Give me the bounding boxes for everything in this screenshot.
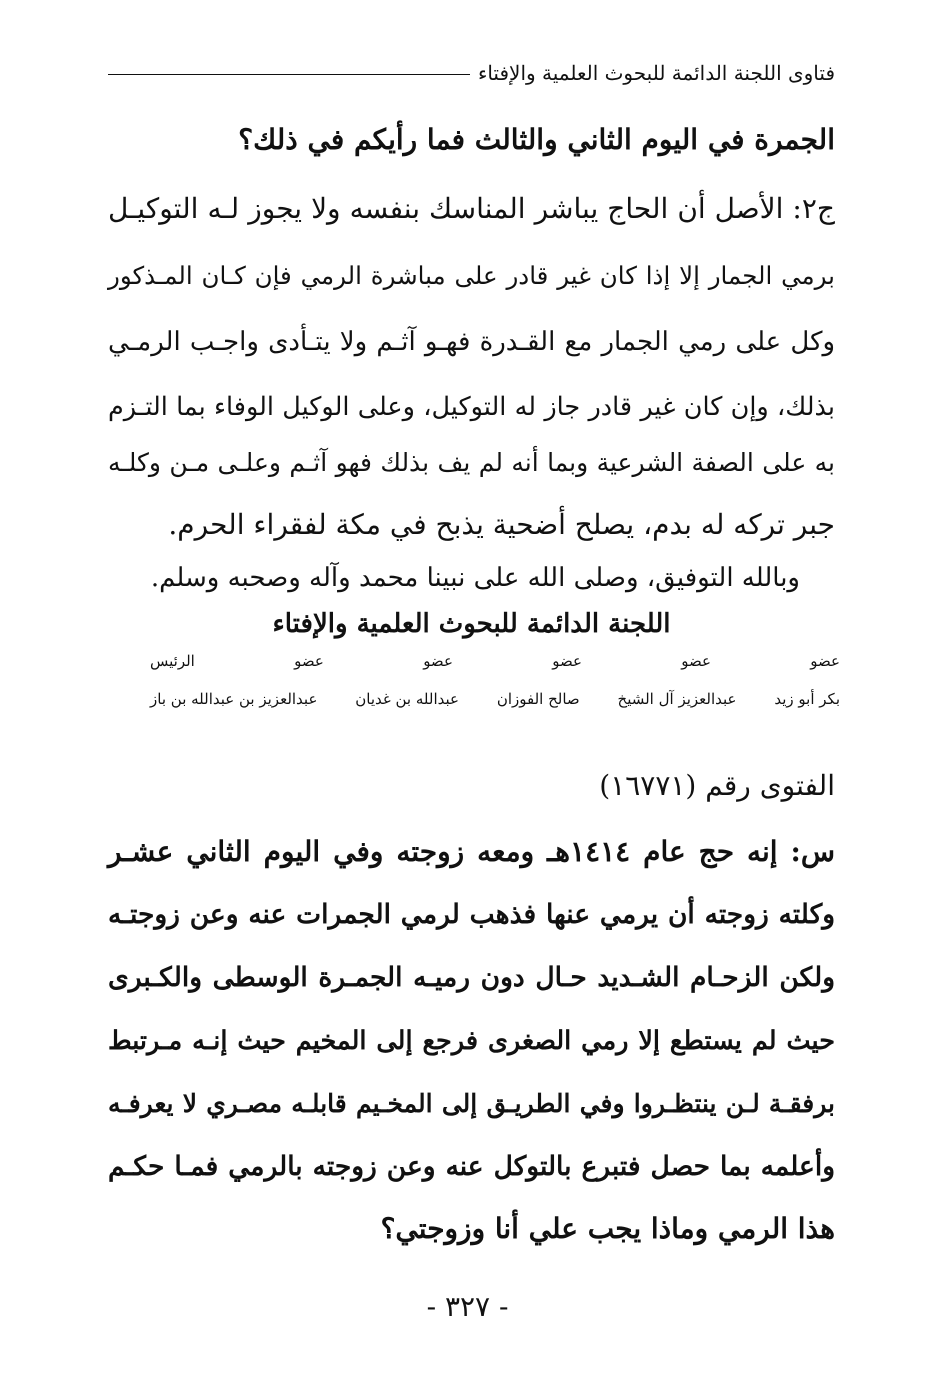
signatory-name: عبدالله بن غديان: [355, 690, 459, 708]
answer-line: جبر تركه له بدم، يصلح أضحية يذبح في مكة لفقراء الحرم.: [168, 508, 835, 541]
header-rule: [108, 74, 470, 75]
signatory-role: عضو: [294, 652, 324, 670]
question-line: ولكن الزحـام الشـديد حـال دون رميـه الجمـرة الوسطى والكـبرى: [108, 962, 835, 993]
answer-line: بذلك، وإن كان غير قادر جاز له التوكيل، وعلى الوكيل الوفاء بما التـزم: [108, 392, 835, 422]
answer-line: برمي الجمار إلا إذا كان غير قادر على مباشرة الرمي فإن كـان المـذكور: [108, 261, 835, 290]
running-header: [108, 58, 835, 88]
committee-name: اللجنة الدائمة للبحوث العلمية والإفتاء: [272, 609, 671, 639]
fatwa-number: الفتوى رقم (١٦٧٧١): [599, 769, 835, 802]
question-line: س: إنه حج عام ١٤١٤هـ ومعه زوجته وفي اليوم الثاني عشـر: [108, 835, 835, 868]
page-number: - ٣٢٧ -: [426, 1290, 509, 1323]
answer-line: ج٢: الأصل أن الحاج يباشر المناسك بنفسه ولا يجوز لـه التوكيـل: [108, 192, 835, 225]
signatory-name: صالح الفوزان: [496, 690, 580, 708]
signatory-names: [150, 690, 840, 708]
question-line: حيث لم يستطع إلا رمي الصغرى فرجع إلى المخيم حيث إنـه مـرتبط: [108, 1026, 835, 1056]
signatory-roles: [150, 652, 840, 670]
signatory-role: عضو: [810, 652, 840, 670]
header-title: فتاوى اللجنة الدائمة للبحوث العلمية والإفتاء: [477, 61, 835, 85]
question-tail: الجمرة في اليوم الثاني والثالث فما رأيكم في ذلك؟: [238, 123, 835, 156]
question-line: هذا الرمي وماذا يجب علي أنا وزوجتي؟: [380, 1212, 835, 1245]
answer-line: به على الصفة الشرعية وبما أنه لم يف بذلك فهو آثـم وعلـى مـن وكلـه: [108, 448, 835, 477]
signatory-role: عضو: [681, 652, 711, 670]
closing-formula: وبالله التوفيق، وصلى الله على نبينا محمد وآله وصحبه وسلم.: [150, 563, 800, 593]
signatory-name: عبدالعزيز بن عبدالله بن باز: [150, 690, 318, 708]
signatory-role: عضو: [552, 652, 582, 670]
answer-line: وكل على رمي الجمار مع القـدرة فهـو آثـم ولا يتـأدى واجـب الرمـي: [108, 327, 835, 357]
question-line: وكلته زوجته أن يرمي عنها فذهب لرمي الجمرات عنه وعن زوجتـه: [108, 899, 835, 930]
signatory-role: الرئيس: [150, 652, 195, 670]
signatory-role: عضو: [423, 652, 453, 670]
question-line: وأعلمه بما حصل فتبرع بالتوكل عنه وعن زوجته بالرمي فمـا حكـم: [108, 1151, 835, 1182]
signatory-name: بكر أبو زيد: [774, 690, 840, 708]
signatory-name: عبدالعزيز آل الشيخ: [617, 690, 737, 708]
question-line: برفقـة لـن ينتظـروا وفي الطريـق إلى المخـيم قابلـه مصـري لا يعرفـه: [108, 1089, 835, 1118]
